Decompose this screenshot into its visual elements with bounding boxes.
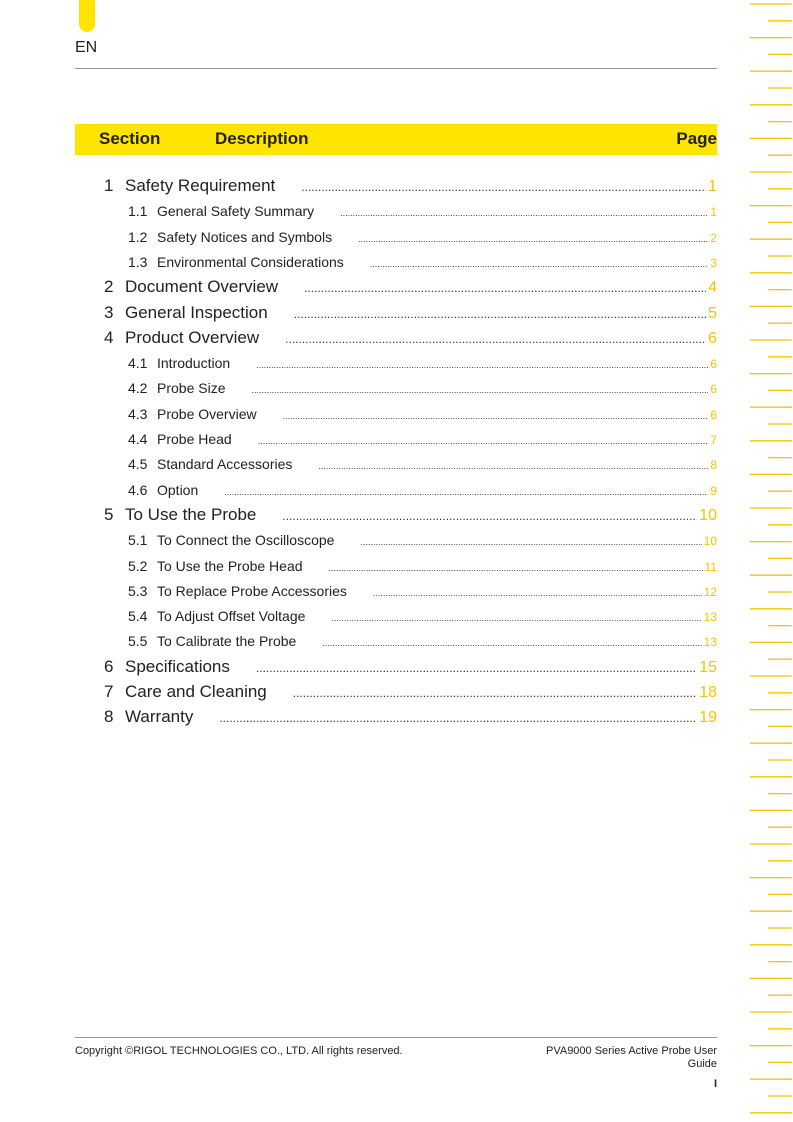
toc-entry-page[interactable]: 5 xyxy=(708,304,717,322)
toc-leader-dots xyxy=(301,180,706,194)
toc-entry-title[interactable]: To Adjust Offset Voltage xyxy=(157,608,306,625)
toc-entry-title[interactable]: Care and Cleaning xyxy=(125,682,267,701)
toc-leader-dots xyxy=(219,711,697,725)
toc-entry-title[interactable]: Probe Overview xyxy=(157,405,257,422)
toc-leader-dots xyxy=(285,332,706,346)
toc-leader-dots xyxy=(304,281,706,295)
toc-leader-dots xyxy=(360,537,701,547)
toc-header-section: Section xyxy=(99,129,161,148)
toc-header-page: Page xyxy=(676,129,717,148)
toc-entry-number: 5.4 xyxy=(128,608,148,625)
toc-subentry[interactable] xyxy=(128,355,717,371)
toc-leader-dots xyxy=(322,638,701,648)
toc-entry-number: 4.4 xyxy=(128,431,148,447)
toc-entry-page[interactable]: 3 xyxy=(710,255,717,270)
toc-entry-number: 4.3 xyxy=(128,405,148,422)
toc-entry[interactable] xyxy=(104,176,717,196)
toc-entry-number: 4.6 xyxy=(128,481,148,498)
toc-entry-page[interactable]: 1 xyxy=(708,178,717,195)
toc-header-description: Description xyxy=(215,129,309,148)
toc-entry[interactable] xyxy=(104,277,717,297)
toc-entry[interactable] xyxy=(104,707,717,727)
toc-entry-page[interactable]: 12 xyxy=(703,584,717,599)
toc-entry-number: 5.5 xyxy=(128,633,148,650)
toc-entry-page[interactable]: 13 xyxy=(703,635,717,650)
toc-leader-dots xyxy=(256,360,708,370)
toc-subentry[interactable] xyxy=(128,558,717,574)
toc-entry[interactable] xyxy=(104,682,717,702)
toc-leader-dots xyxy=(329,563,703,573)
toc-leader-dots xyxy=(283,411,709,421)
toc-entry-number: 4 xyxy=(104,327,114,347)
toc-entry[interactable] xyxy=(104,303,717,323)
toc-entry-page[interactable]: 9 xyxy=(710,483,717,498)
footer-doc-title-line2: Guide xyxy=(687,1058,717,1070)
toc-entry-page[interactable]: 4 xyxy=(708,279,717,297)
toc-leader-dots xyxy=(370,259,709,269)
toc-entry-title[interactable]: Option xyxy=(157,481,199,498)
toc-entry-title[interactable]: Document Overview xyxy=(125,277,279,297)
toc-entry-number: 5.2 xyxy=(128,557,148,574)
toc-entry-page[interactable]: 18 xyxy=(699,684,717,701)
toc-entry-page[interactable]: 8 xyxy=(710,458,717,473)
toc-entry-title[interactable]: To Connect the Oscilloscope xyxy=(157,532,335,549)
toc-subentry[interactable] xyxy=(128,583,717,599)
bottom-divider xyxy=(75,1037,717,1038)
side-stripe-decoration xyxy=(750,0,793,1122)
toc-leader-dots xyxy=(293,686,697,700)
toc-entry-page[interactable]: 15 xyxy=(699,658,717,676)
toc-entry-page[interactable]: 13 xyxy=(703,610,717,625)
toc-leader-dots xyxy=(340,208,708,218)
toc-entry-number: 7 xyxy=(104,682,114,701)
toc-entry-number: 2 xyxy=(104,277,114,297)
toc-entry-number: 4.2 xyxy=(128,380,148,397)
toc-leader-dots xyxy=(282,509,697,523)
toc-entry-title[interactable]: Safety Notices and Symbols xyxy=(157,228,333,245)
toc-entry-page[interactable]: 6 xyxy=(708,329,717,347)
footer-doc-title-line1: PVA9000 Series Active Probe User xyxy=(546,1045,717,1057)
toc-leader-dots xyxy=(318,461,708,471)
toc-entry-number: 5.1 xyxy=(128,532,148,549)
toc-entry-number: 5 xyxy=(104,504,114,524)
toc-subentry[interactable] xyxy=(128,431,717,447)
toc-subentry[interactable] xyxy=(128,633,717,649)
footer-copyright: Copyright ©RIGOL TECHNOLOGIES CO., LTD. All rights reserved. xyxy=(75,1045,403,1057)
toc-entry-page[interactable]: 6 xyxy=(710,357,717,372)
toc-entry[interactable] xyxy=(104,657,717,677)
language-label: EN xyxy=(75,39,98,56)
toc-entry-title[interactable]: Introduction xyxy=(157,355,231,372)
toc-leader-dots xyxy=(258,436,709,446)
toc-entry-page[interactable]: 2 xyxy=(710,230,717,245)
toc-entry-title[interactable]: Product Overview xyxy=(125,327,260,347)
toc-entry-title[interactable]: Probe Size xyxy=(157,380,226,397)
toc-entry-page[interactable]: 19 xyxy=(699,709,717,727)
toc-entry-title[interactable]: Probe Head xyxy=(157,431,232,447)
toc-entry-page[interactable]: 10 xyxy=(703,534,717,549)
toc-entry-title[interactable]: To Calibrate the Probe xyxy=(157,633,297,650)
toc-subentry[interactable] xyxy=(128,608,717,624)
toc-entry-page[interactable]: 6 xyxy=(710,407,717,422)
toc-entry-title[interactable]: Warranty xyxy=(125,707,194,727)
toc-entry-number: 1.3 xyxy=(128,253,148,270)
toc-subentry[interactable] xyxy=(128,482,717,498)
toc-subentry[interactable] xyxy=(128,532,717,548)
toc-entry-page[interactable]: 6 xyxy=(710,382,717,397)
toc-entry-number: 1.2 xyxy=(128,228,148,245)
toc-entry[interactable] xyxy=(104,505,717,525)
footer-page-number: I xyxy=(713,1078,717,1090)
toc-leader-dots xyxy=(251,385,708,395)
toc-entry-page[interactable]: 7 xyxy=(710,433,717,447)
toc-entry-number: 1 xyxy=(104,176,114,195)
toc-subentry[interactable] xyxy=(128,380,717,396)
toc-entry-title[interactable]: Standard Accessories xyxy=(157,456,293,473)
toc-entry-title[interactable]: To Use the Probe Head xyxy=(157,557,303,574)
toc-subentry[interactable] xyxy=(128,456,717,472)
toc-entry-number: 8 xyxy=(104,707,114,727)
toc-entry[interactable] xyxy=(104,328,717,348)
toc-entry-title[interactable]: To Replace Probe Accessories xyxy=(157,582,347,599)
toc-entry-title[interactable]: To Use the Probe xyxy=(125,504,257,524)
toc-entry-number: 3 xyxy=(104,302,114,322)
toc-entry-page[interactable]: 1 xyxy=(710,205,717,220)
toc-entry-page[interactable]: 10 xyxy=(699,506,717,524)
toc-entry-title[interactable]: Specifications xyxy=(125,656,230,676)
toc-entry-title[interactable]: General Safety Summary xyxy=(157,203,315,220)
toc-subentry[interactable] xyxy=(128,254,717,270)
toc-leader-dots xyxy=(358,234,708,244)
toc-subentry[interactable] xyxy=(128,203,717,219)
toc-leader-dots xyxy=(294,307,706,321)
toc-entry-number: 5.3 xyxy=(128,582,148,599)
toc-entry-page[interactable]: 11 xyxy=(704,559,717,574)
toc-entry-number: 4.1 xyxy=(128,355,148,372)
toc-entry-number: 1.1 xyxy=(128,203,148,220)
toc-subentry[interactable] xyxy=(128,406,717,422)
toc-entry-number: 4.5 xyxy=(128,456,148,473)
toc-leader-dots xyxy=(373,588,702,598)
toc-leader-dots xyxy=(224,487,708,497)
toc-entry-title[interactable]: Environmental Considerations xyxy=(157,253,344,270)
toc-entry-title[interactable]: Safety Requirement xyxy=(125,176,276,195)
toc-entry-number: 6 xyxy=(104,656,114,676)
footer-doc-title xyxy=(517,1045,717,1071)
toc-entry-title[interactable]: General Inspection xyxy=(125,302,268,322)
toc-subentry[interactable] xyxy=(128,229,717,245)
toc-leader-dots xyxy=(256,661,697,675)
toc-leader-dots xyxy=(331,613,701,623)
